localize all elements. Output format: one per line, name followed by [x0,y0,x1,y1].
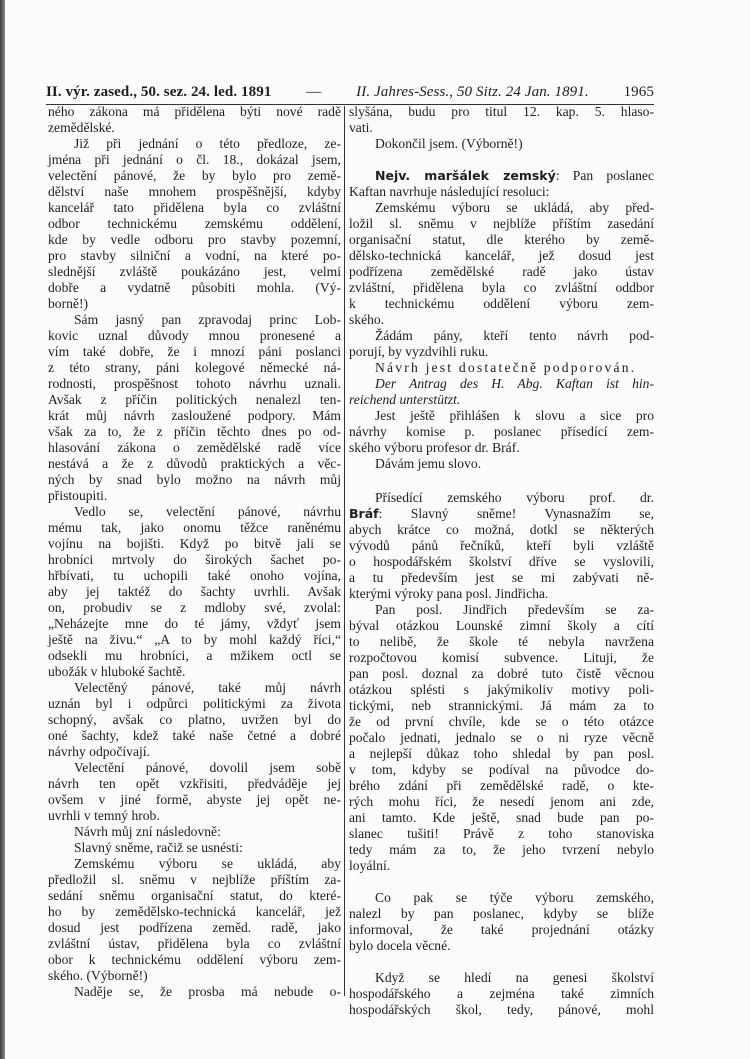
speaker-name: Nejv. maršálek zemský [375,168,556,183]
text-line: slyšána, budu pro titul 12. kap. 5. hlaso- [349,104,654,119]
text-line: organisační statut, dle kterého by země- [349,232,654,247]
text-line: ných by snad bylo možno na návrh můj [48,472,341,487]
text-line: odsekli mu hrobníci, a mžikem octl se [48,648,341,663]
text-line: bylo docela věcné. [349,938,451,953]
text-line: velectění pánové, že by bylo pro země- [48,168,341,183]
text-line: Návrh můj zní následovně: [74,824,221,839]
text-line: jména při jednání o čl. 18., dokázal jsem, [48,152,341,167]
text-line: slednější zvláště poukázáno jest, velmi [48,264,341,279]
text-line: Přísedící zemského výboru prof. dr. [375,490,654,505]
text-line: schopný, avšak co platno, uvržen byl do [48,712,341,727]
text-line: hřbívati, tu uchopili také onoho vojína, [48,568,341,583]
text-line: že od první chvíle, kde se o této otázce [349,714,654,729]
text-line: hrobníci mrtvoly do širokých šachet po- [48,552,341,567]
text-line: Sám jasný pan zpravodaj princ Lob- [74,312,341,327]
text-line: zvláštní ústav, přidělena byla co zvláštní [48,936,341,951]
text-line: dělství naše mnohem prospěšnější, kdyby [48,184,341,199]
text-line: aby jej taktéž do šachty uvrhli. Avšak [48,584,341,599]
header-dash: — [306,84,322,100]
text-line: podřízena zemědělské radě jako ústav [349,264,654,279]
text-line: dosud jest podřízena zeměd. radě, jako [48,920,341,935]
text-line: vojínu na bojišti. Když po bitvě jali se [48,536,341,551]
text-line: ještě na živu.“ „A to by mohl každý říci,“ [48,632,341,647]
text-line: počalo jednati, jednalo se o ni ryze věcně [349,730,654,745]
text-line: ského. [349,312,385,327]
paragraph [48,680,341,760]
text-line: ovšem v jiné formě, abyste jej opět ne- [48,792,341,807]
text-line: kovic uznal důvody mnou pronesené a [48,328,341,343]
paragraph [349,200,654,328]
text-line: ného zákona má přidělena býti nové radě [48,104,341,119]
text-line: Avšak z příčin politických nenalezl ten- [48,392,341,407]
text-line: sedání sněmu organisační statut, do které- [48,888,341,903]
text-line: Návrh jest dostatečně podporován. [375,360,637,375]
text-line: loyální. [349,858,391,873]
left-column [48,104,341,1000]
text-line: informoval, že také projednání otázky [349,922,654,937]
text-line: „Neházejte mne do té jámy, vždyť jsem [48,616,341,631]
text-line: rodnosti, prospěšnost tohoto návrhu uznali. [48,376,341,391]
text-line: Der Antrag des H. Abg. Kaftan ist hin- [375,376,654,391]
text-line: vývodů pánů řečníků, kteří byli vzláště [349,538,654,553]
scan-edge [0,0,5,1059]
text-line: přistoupiti. [48,488,108,503]
text-line: k technickému oddělení výboru zem- [349,296,654,311]
text-line: tickými, neb strannickými. Já mám za to [349,698,654,713]
text-line: kancelář tato přidělena byla co zvláštní [48,200,341,215]
text-line: návrhy odpočívají. [48,744,150,759]
paragraph [349,136,654,152]
text-line: v tom, kdyby se podíval na původce do- [349,762,654,777]
text-line: návrhy komise p. poslanec přísedící zem- [349,424,654,439]
text-line: dělsko-technická kancelář, jež dosud jest [349,248,654,263]
paragraph [349,328,654,360]
paragraph [349,360,654,376]
text-line: ložil sl. sněmu v nejblíže příštím zasedání [349,216,654,231]
paragraph [48,504,341,680]
text-line: Co pak se týče výboru zemského, [375,890,654,905]
text-line: nestává a že z důvodů praktických a věc- [48,456,341,471]
paragraph [349,970,654,1018]
paragraph [48,840,341,856]
paragraph [349,104,654,136]
paragraph [349,602,654,874]
text-line: Zemskému výboru se ukládá, aby před- [375,200,654,215]
paragraph [349,456,654,472]
text-line: otázkou splésti s jakýmikoliv motivy poli- [349,682,654,697]
text-line: býval otázkou Lounské zimní školy a cítí [349,618,654,633]
text-line: Naděje se, že prosba má nebude o- [74,984,341,999]
paragraph [48,760,341,824]
text-line: vím také dobře, že i mnozí páni poslanci [48,344,341,359]
text-line: a tu především jest se mi zabývati ně- [349,570,654,585]
text-line: však za to, že z příčin těchto dnes po od- [48,424,341,439]
text-line: předložil sl. sněmu v nejblíže příštím za- [48,872,341,887]
text-line: rozpočtovou komisí subvence. Lituji, že [349,650,654,665]
text-line: tedy mám za to, že jeho tvrzení nebylo [349,842,654,857]
text-line: reichend unterstützt. [349,392,461,407]
text-line: krát můj návrh zasloužené podpory. Mám [48,408,341,423]
text-line: Pan posl. Jindřich především se za- [375,602,654,617]
text-line: on, probudiv se z mdloby své, zvolal: [48,600,341,615]
right-column [349,104,654,1018]
text-line: zvláštní, přidělena byla co zvláštní oddbor [349,280,654,295]
text-line: o hospodářském školství dříve se vyslovili, [349,554,654,569]
page-number: 1965 [623,84,654,100]
text-line: návrh ten opět vzkřisiti, předváděje jej [48,776,341,791]
text-line: Dokončil jsem. (Výborně!) [375,136,523,151]
text-line: oné šachty, kdež také naše četné a dobré [48,728,341,743]
paragraph [48,136,341,312]
text-line: slanec tušiti! Právě z toho stanoviska [349,826,654,841]
speaker-name: Bráf [349,506,379,521]
text-line: Velectěný pánové, také můj návrh [74,680,341,695]
column-divider [344,106,345,996]
paragraph [48,984,341,1000]
text-line: rých mohu říci, že nesedí jenom ani zde, [349,794,654,809]
paragraph [349,168,654,200]
text-line [349,168,654,184]
text-line: ho by zemědělsko-technická kancelář, jež [48,904,341,919]
paragraph [349,376,654,408]
paragraph [48,824,341,840]
text-line: zemědělské. [48,120,115,135]
paragraph [349,408,654,456]
text-line: Když se hledí na genesi školství [375,970,654,985]
paragraph [48,856,341,984]
text-line: ani tamto. Kde ještě, snad bude pan po- [349,810,654,825]
text-line: to nelibě, že škole té nebyla navržena [349,634,654,649]
text-line: odbor technickému zemskému oddělení, [48,216,341,231]
text-line: brého zdání při zemědělské radě, o kte- [349,778,654,793]
running-header [46,84,654,101]
text-line: z této strany, páni kolegové německé ná- [48,360,341,375]
text-line: Kaftan navrhuje následující resoluci: [349,184,550,199]
text-line: kde by vedle odboru pro stavby pozemní, [48,232,341,247]
text-line: Velectění pánové, dovolil jsem sobě [74,760,341,775]
text-line: Dávám jemu slovo. [375,456,482,471]
text-line: hospodářského a zejména také zimních [349,986,654,1001]
text-line: dobře a vydatně působiti mohla. (Vý- [48,280,341,295]
text-line: kterými výroky pana posl. Jindřicha. [349,586,549,601]
text-line: porují, by vyzdvihli ruku. [349,344,489,359]
speech-text: : Slavný sněme! Vynasnažím se, [378,506,654,521]
paragraph [48,312,341,504]
text-line: pro stavby silniční a vodní, na které po- [48,248,341,263]
text-line: abych krátce co možná, dotkl se některých [349,522,654,537]
text-line: hlasování zákona o zemědělské radě více [48,440,341,455]
paragraph [349,490,654,602]
header-czech: II. výr. zased., 50. sez. 24. led. 1891 [46,84,272,100]
speech-text: : Pan poslanec [555,168,654,183]
text-line: borně!) [48,296,89,311]
text-line [349,506,654,522]
text-line: obor k technickému oddělení výboru zem- [48,952,341,967]
paragraph [48,104,341,136]
text-line: Slavný sněme, račiž se usnésti: [74,840,243,855]
text-line: Jest ještě přihlášen k slovu a sice pro [375,408,654,423]
header-german: II. Jahres-Sess., 50 Sitz. 24 Jan. 1891. [356,84,589,100]
text-line: hospodářských škol, tedy, pánové, mohl [349,1002,654,1017]
text-line: Již při jednání o této předloze, ze- [74,136,341,151]
text-line: Zemskému výboru se ukládá, aby [74,856,341,871]
text-line: nalezl by pan poslanec, kdyby se blíže [349,906,654,921]
text-line: ského. (Výborně!) [48,968,148,983]
text-line: Žádám pány, kteří tento návrh pod- [375,328,654,343]
paragraph [349,890,654,954]
text-line: uznán byl i odpůrci politickými za života [48,696,341,711]
text-line: a nejlepší důkaz toho shledal by pan posl. [349,746,654,761]
text-line: uvrhli v temný hrob. [48,808,160,823]
text-line: ubožák v hluboké šachtě. [48,664,186,679]
text-line: mému tak, jako onomu těžce raněnému [48,520,341,535]
text-line: pan posl. doznal za dobré tuto čistě věcnou [349,666,654,681]
text-line: Vedlo se, velectění pánové, návrhu [74,504,341,519]
text-line: ského výboru profesor dr. Bráf. [349,440,520,455]
text-line: vati. [349,120,373,135]
